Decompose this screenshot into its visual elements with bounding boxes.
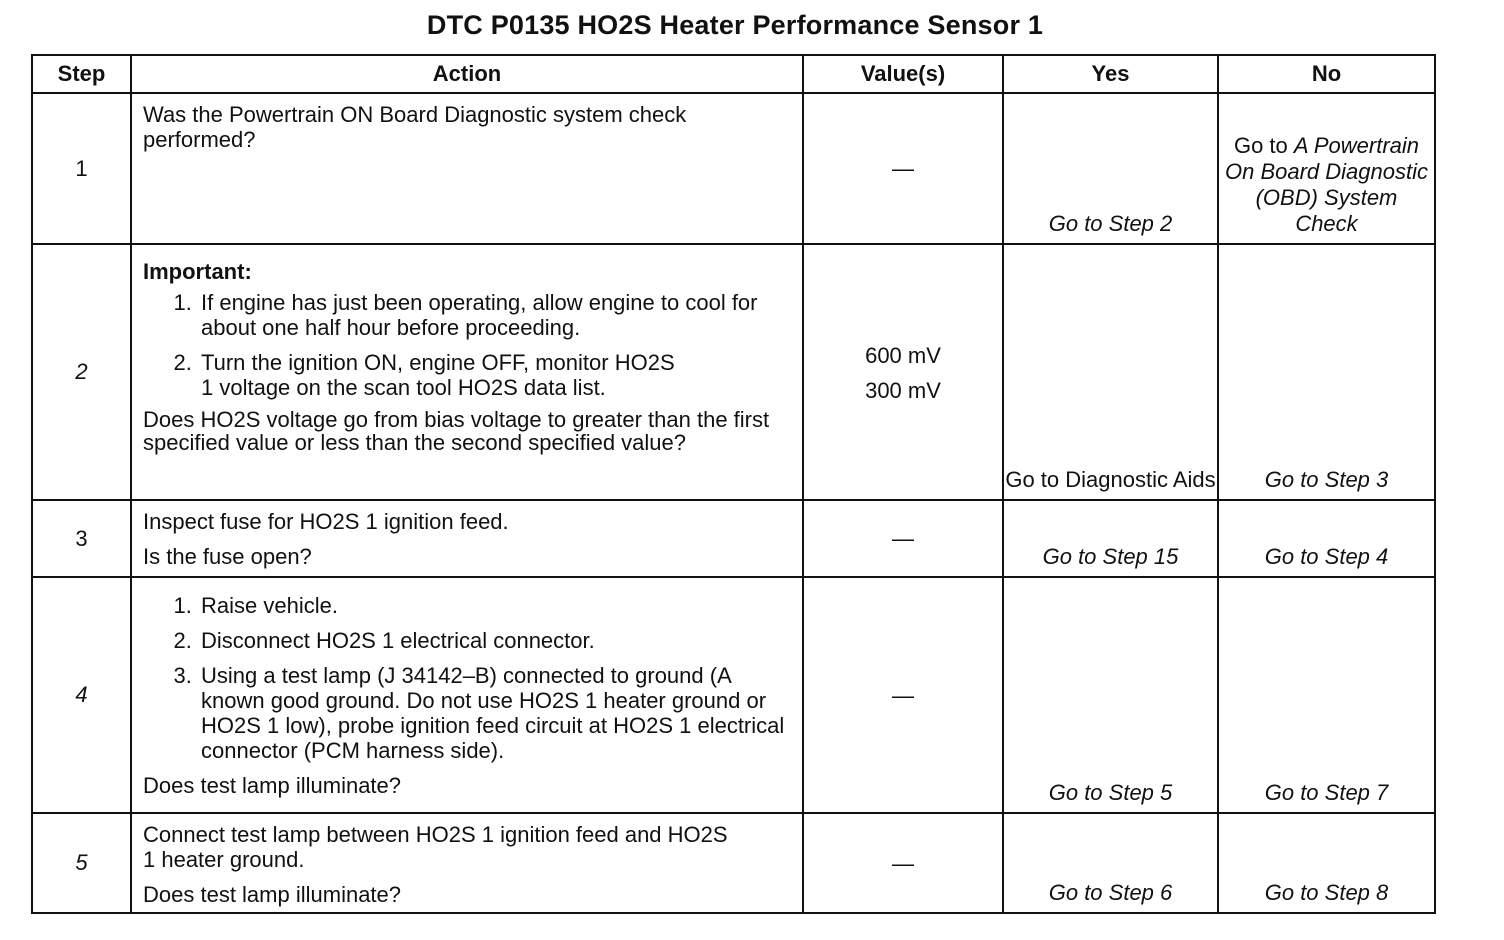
- header-yes: Yes: [1003, 55, 1218, 93]
- important-label: Important:: [143, 259, 252, 284]
- header-step: Step: [32, 55, 131, 93]
- action-cell: [131, 93, 803, 244]
- action-steps: [143, 290, 792, 400]
- yes-cell: Go to Step 5: [1003, 577, 1218, 813]
- step-number: 5: [32, 813, 131, 913]
- action-cell: [131, 244, 803, 500]
- page-title: DTC P0135 HO2S Heater Performance Sensor 1: [426, 10, 1044, 40]
- header-no: No: [1218, 55, 1435, 93]
- list-item: 1. If engine has just been operating, allow engine to cool for about one half hour before proceeding.: [198, 290, 792, 340]
- no-prefix: Go to: [1233, 133, 1288, 158]
- value-low: 300 mV: [865, 378, 941, 403]
- value-cell: —: [803, 500, 1003, 577]
- table-row: [32, 500, 1435, 577]
- action-question: Does test lamp illuminate?: [143, 773, 402, 798]
- no-reference: A Powertrain On Board Diagnostic (OBD) System Check: [1225, 133, 1428, 236]
- no-cell: Go to Step 8: [1218, 813, 1435, 913]
- table-row: [32, 93, 1435, 244]
- no-cell: Go to Step 3: [1218, 244, 1435, 500]
- step-number: 4: [32, 577, 131, 813]
- table-row: [32, 244, 1435, 500]
- list-item: 3. Using a test lamp (J 34142–B) connected to ground (A known good ground. Do not use HO2S 1 heater ground or HO2S 1 low), probe ignition feed circuit at HO2S 1 electrical connector (PCM harness side).: [198, 663, 792, 763]
- value-cell: —: [803, 93, 1003, 244]
- no-cell: Go to Step 7: [1218, 577, 1435, 813]
- step-number: 1: [32, 93, 131, 244]
- value-cell: [803, 244, 1003, 500]
- action-steps: [143, 593, 792, 763]
- value-cell: —: [803, 813, 1003, 913]
- action-text: Was the Powertrain ON Board Diagnostic system check performed?: [143, 102, 687, 152]
- yes-cell: Go to Step 6: [1003, 813, 1218, 913]
- yes-cell: Go to Step 15: [1003, 500, 1218, 577]
- action-cell: [131, 500, 803, 577]
- header-row: [32, 55, 1435, 93]
- no-cell: Go to Step 4: [1218, 500, 1435, 577]
- action-cell: [131, 813, 803, 913]
- table-row: [32, 577, 1435, 813]
- diagnostic-table: [31, 54, 1436, 914]
- action-question: Does HO2S voltage go from bias voltage to greater than the first specified value or less than the second specified value?: [143, 407, 770, 455]
- no-cell: [1218, 93, 1435, 244]
- list-item: 2. Disconnect HO2S 1 electrical connector.: [198, 628, 792, 653]
- table-row: [32, 813, 1435, 913]
- header-values: Value(s): [803, 55, 1003, 93]
- yes-cell: Go to Step 2: [1003, 93, 1218, 244]
- step-number: 3: [32, 500, 131, 577]
- action-question: Does test lamp illuminate?: [143, 882, 402, 907]
- header-action: Action: [131, 55, 803, 93]
- action-cell: [131, 577, 803, 813]
- list-item: 1. Raise vehicle.: [198, 593, 792, 618]
- action-question: Is the fuse open?: [143, 544, 312, 569]
- action-text: Inspect fuse for HO2S 1 ignition feed.: [143, 509, 509, 534]
- value-high: 600 mV: [865, 343, 941, 368]
- action-text: Connect test lamp between HO2S 1 ignition feed and HO2S 1 heater ground.: [143, 822, 728, 872]
- list-item: 2. Turn the ignition ON, engine OFF, monitor HO2S 1 voltage on the scan tool HO2S data list.: [198, 350, 681, 400]
- value-cell: —: [803, 577, 1003, 813]
- yes-cell: Go to Diagnostic Aids: [1003, 244, 1218, 500]
- step-number: 2: [32, 244, 131, 500]
